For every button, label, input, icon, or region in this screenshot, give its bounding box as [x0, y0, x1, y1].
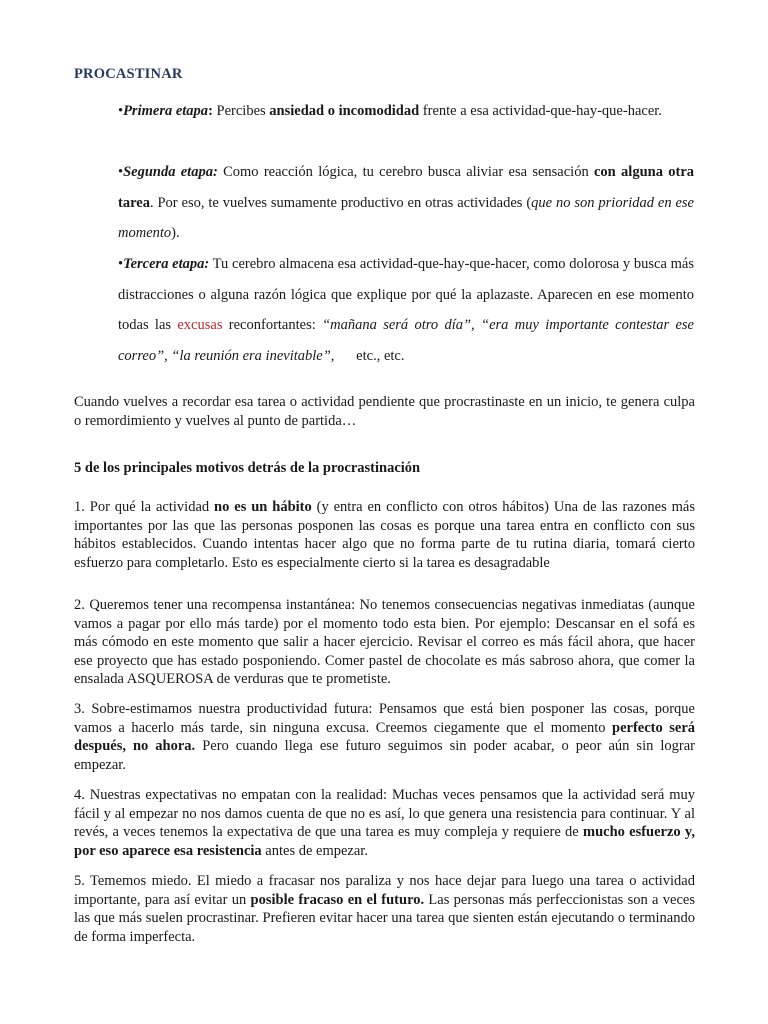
quotes: “mañana será otro día”, “era muy importante contestar ese correo”, “la reunión era inevitable”,: [118, 317, 694, 364]
motive-1: 1. Por qué la actividad no es un hábito (y entra en conflicto con otros hábitos) Una de las razones más importantes por las que las personas posponen las cosas es porque una tarea entra en conflicto con sus hábitos establecidos. Cuando intentas hacer algo que no forma parte de tu rutina diaria, tomará cierto esfuerzo para completarlo. Esto es especialmente cierto si la tarea es desagradable: [74, 499, 696, 571]
motive-3: 3. Sobre-estimamos nuestra productividad futura: Pensamos que está bien posponer las cosas, porque vamos a hacerlo más tarde, sin ninguna excusa. Creemos ciegamente que el momento perfecto será después, no ahora. Pero cuando llega ese futuro seguimos sin poder acabar, o peor aún sin lograr empezar.: [74, 701, 696, 773]
emphasis: mucho esfuerzo y, por eso aparece esa resistencia: [74, 824, 696, 859]
emphasis: no es un hábito: [214, 499, 312, 515]
motives-title: 5 de los principales motivos detrás de la procrastinación: [74, 460, 421, 476]
motive-5: 5. Tememos miedo. El miedo a fracasar nos paraliza y nos hace dejar para luego una tarea o actividad importante, para así evitar un posible fracaso en el futuro. Las personas más perfeccionistas son a veces las que más suelen procrastinar. Prefieren evitar hacer una tarea que sienten están ejecutando o terminando de forma imperfecta.: [74, 873, 695, 945]
section-title: PROCASTINAR: [74, 66, 183, 82]
excusas-word: excusas: [177, 317, 223, 334]
stage-3: •Tercera etapa: Tu cerebro almacena esa actividad-que-hay-que-hacer, como dolorosa y busca más distracciones o alguna razón lógica que explique por qué la aplazaste. Aparecen en ese momento todas las excusas reconfortantes: “mañana será otro día”, “era muy importante contestar ese correo”, “la reunión era inevitable”, etc., etc.: [118, 256, 694, 364]
stage-label: Tercera etapa:: [123, 256, 210, 272]
bullet: •: [118, 164, 124, 180]
stage-label: Primera etapa: [123, 103, 209, 119]
motive-4: 4. Nuestras expectativas no empatan con la realidad: Muchas veces pensamos que la actividad será muy fácil y al empezar no nos damos cuenta de que no es así, lo que genera una resistencia para continuar. Y al revés, a veces tenemos la expectativa de que una tarea es muy compleja y requiere de mucho esfuerzo y, por eso aparece esa resistencia antes de empezar.: [74, 787, 696, 859]
stage-2: •Segunda etapa: Como reacción lógica, tu cerebro busca aliviar esa sensación con alguna otra tarea. Por eso, te vuelves sumamente productivo en otras actividades (que no son prioridad en ese momento).: [118, 164, 695, 242]
emphasis: perfecto será después, no ahora.: [74, 719, 696, 754]
emphasis: ansiedad o incomodidad: [269, 103, 420, 119]
bullet: •: [118, 103, 124, 119]
emphasis: posible fracaso en el futuro.: [250, 891, 425, 908]
closing-paragraph: Cuando vuelves a recordar esa tarea o actividad pendiente que procrastinaste en un inicio, te genera culpa o remordimiento y vuelves al punto de partida…: [74, 394, 695, 429]
stage-label: Segunda etapa:: [123, 164, 218, 180]
motive-2: 2. Queremos tener una recompensa instantánea: No tenemos consecuencias negativas inmediatas (aunque vamos a pagar por ello más tarde) por el momento todo esta bien. Por ejemplo: Descansar en el sofá es más cómodo en este momento que salir a hacer ejercicio. Revisar el correo es más fácil ahora, que hacer ese proyecto que has estado posponiendo. Comer pastel de chocolate es más sabroso ahora, que comer la ensalada ASQUEROSA de verduras que te prometiste.: [74, 597, 695, 687]
stage-1: •Primera etapa: Percibes ansiedad o incomodidad frente a esa actividad-que-hay-que-hacer.: [118, 103, 662, 119]
emphasis: con alguna otra tarea: [118, 164, 695, 211]
bullet: •: [118, 256, 124, 272]
